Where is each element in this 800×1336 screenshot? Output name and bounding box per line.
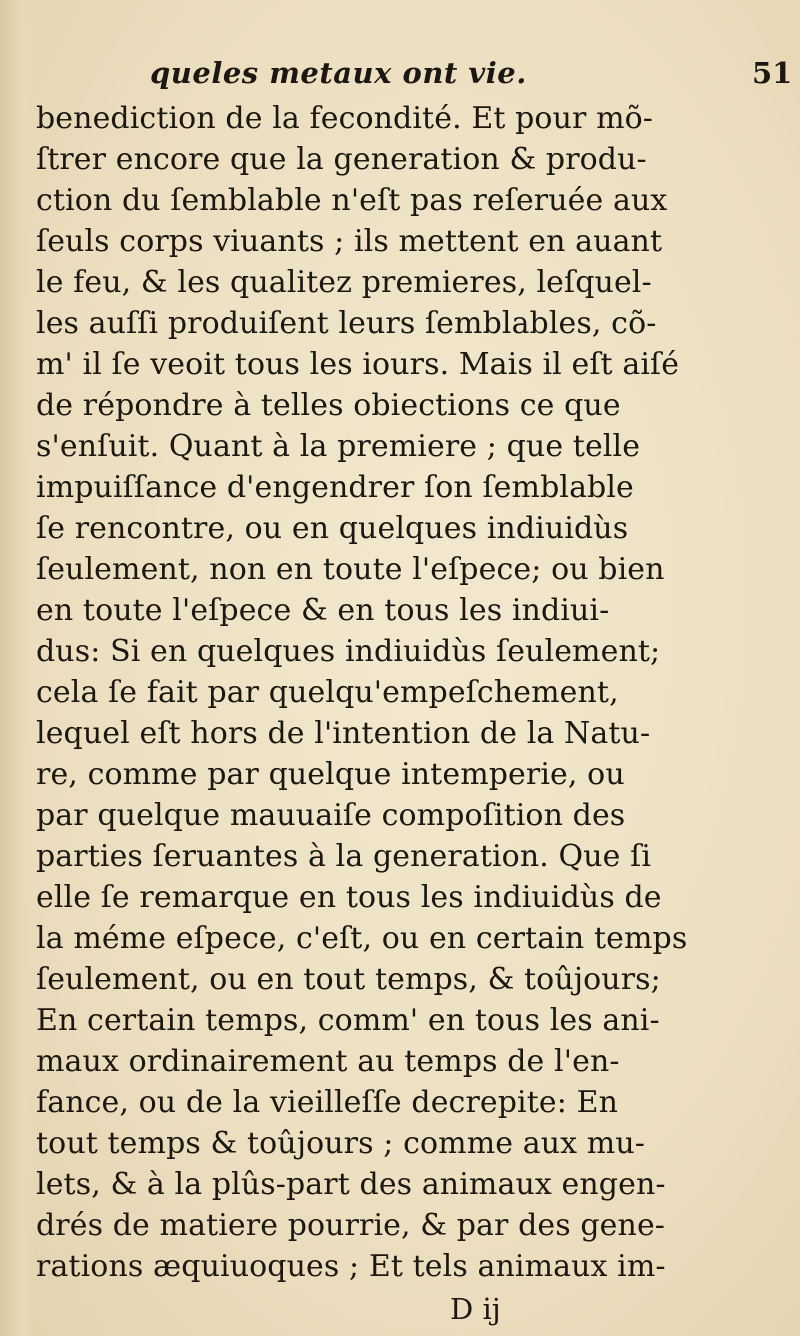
text-line: dus: Si en quelques indiuidùs ſeulement; [36,634,661,669]
text-line: cela ſe fait par quelqu'empeſchement, [36,675,619,710]
text-line: ſeulement, ou en tout temps, & toûjours; [36,962,661,997]
text-line: impuiſſance d'engendrer ſon ſemblable [36,470,634,505]
text-line: s'enſuit. Quant à la premiere ; que telle [36,429,641,464]
text-line: parties ſeruantes à la generation. Que ſi [36,839,652,874]
text-line: tout temps & toûjours ; comme aux mu- [36,1126,646,1161]
text-line: ſtrer encore que la generation & produ- [36,142,647,177]
text-line: re, comme par quelque intemperie, ou [36,757,625,792]
body-text [36,98,776,1287]
text-line: en toute l'eſpece & en tous les indiui- [36,593,610,628]
text-line: ſeulement, non en toute l'eſpece; ou bien [36,552,665,587]
text-line: lequel eſt hors de l'intention de la Natu- [36,716,651,751]
text-line: drés de matiere pourrie, & par des gene- [36,1208,666,1243]
text-line: benediction de la fecondité. Et pour mõ- [36,101,654,136]
text-line: le feu, & les qualitez premieres, leſquel- [36,265,652,300]
running-title: queles metaux ont vie. [150,56,527,90]
text-line: ction du ſemblable n'eſt pas reſeruée aux [36,183,668,218]
text-line: m' il ſe veoit tous les iours. Mais il eſt aiſé [36,347,680,382]
text-line: elle ſe remarque en tous les indiuidùs de [36,880,662,915]
text-line: la méme eſpece, c'eſt, ou en certain temps [36,921,688,956]
page-gutter [0,0,34,1336]
text-line: par quelque mauuaiſe compoſition des [36,798,626,833]
text-line: lets, & à la plûs-part des animaux engen- [36,1167,666,1202]
text-line: maux ordinairement au temps de l'en- [36,1044,620,1079]
text-line: fance, ou de la vieilleſſe decrepite: En [36,1085,619,1120]
page-number: 51 [752,56,793,90]
text-line: les auſſi produiſent leurs ſemblables, cõ- [36,306,657,341]
text-line: En certain temps, comm' en tous les ani- [36,1003,660,1038]
text-line: ſeuls corps viuants ; ils mettent en auant [36,224,663,259]
text-line: ſe rencontre, ou en quelques indiuidùs [36,511,629,546]
text-line: rations æquiuoques ; Et tels animaux im- [36,1249,666,1284]
text-line: de répondre à telles obiections ce que [36,388,621,423]
signature-mark: D ij [450,1292,501,1326]
